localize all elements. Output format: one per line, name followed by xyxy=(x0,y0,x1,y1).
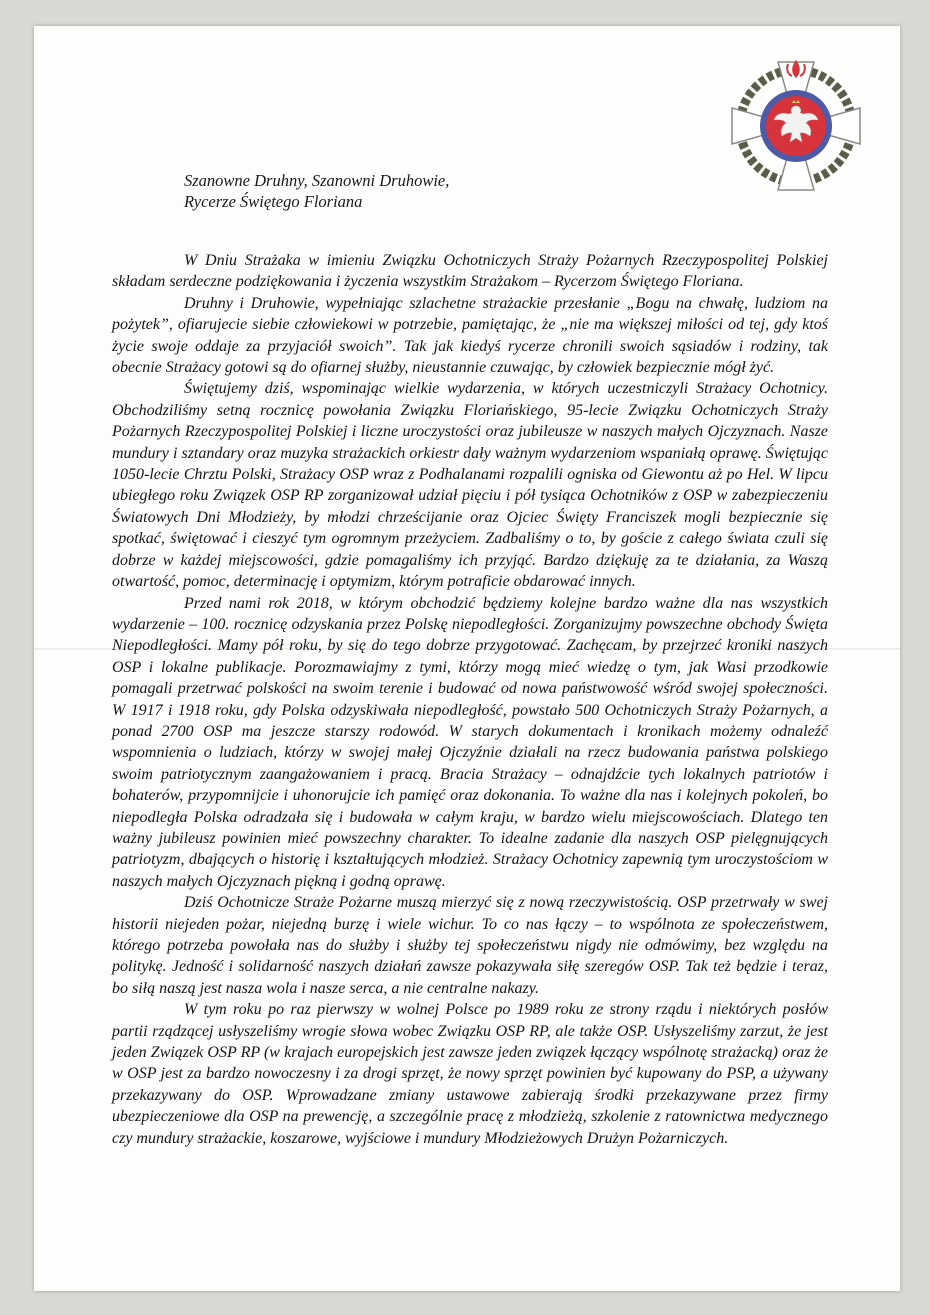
paragraph-2: Druhny i Druhowie, wypełniając szlachetne strażackie przesłanie „Bogu na chwałę, ludziom na pożytek”, ofiarujecie siebie człowiekowi w potrzebie, pamiętając, że „nie ma większej miłości od tej, gdy ktoś życie swoje oddaje za przyjaciół swoich”. Tak jak kiedyś rycerze chronili swoich sąsiadów i rodziny, tak obecnie Strażacy gotowi są do ofiarnej służby, nieustannie czuwając, by człowiek bezpiecznie mógł żyć. xyxy=(112,294,828,377)
fire-brigade-cross-emblem-icon xyxy=(726,56,866,196)
letter-body xyxy=(112,250,828,1149)
greeting-line-2: Rycerze Świętego Floriana xyxy=(184,192,363,211)
paragraph-5: Dziś Ochotnicze Straże Pożarne muszą mierzyć się z nową rzeczywistością. OSP przetrwały w swej historii niejeden pożar, niejedną burzę i wiele wichur. To co nas łączy – to wspólnota ze społeczeństwem, którego potrzeba powołała nas do służby i służby tej społeczeństwu nigdy nie odmówimy, bez względu na politykę. Jedność i solidarność naszych działań zawsze pokazywała siłę szeregów OSP. Tak też będzie i teraz, bo siłą naszą jest nasza wola i nasze serca, a nie centralne nakazy. xyxy=(112,894,828,997)
paragraph-1: W Dniu Strażaka w imieniu Związku Ochotniczych Straży Pożarnych Rzeczypospolitej Polskiej składam serdeczne podziękowania i życzenia wszystkim Strażakom – Rycerzom Świętego Floriana. xyxy=(112,252,828,291)
greeting-line-1: Szanowne Druhny, Szanowni Druhowie, xyxy=(184,171,450,190)
paragraph-3: Świętujemy dziś, wspominając wielkie wydarzenia, w których uczestniczyli Strażacy Ochotnicy. Obchodziliśmy setną rocznicę powołania Związku Floriańskiego, 95-lecie Związku Ochotniczych Straży Pożarnych Rzeczypospolitej Polskiej i liczne uroczystości oraz jubileusze w naszych małych Ojczyznach. Nasze mundury i sztandary oraz muzyka strażackich orkiestr dały ważnym wydarzeniom wspaniałą oprawę. Świętując 1050-lecie Chrztu Polski, Strażacy OSP wraz z Podhalanami rozpalili ogniska od Giewontu aż po Hel. W lipcu ubiegłego roku Związek OSP RP zorganizował udział pięciu i pół tysiąca Ochotników z OSP w zabezpieczeniu Światowych Dni Młodzieży, by młodzi chrześcijanie oraz Ojciec Święty Franciszek mogli bezpiecznie się spotkać, świętować i cieszyć tym ogromnym przeżyciem. Zadbaliśmy o to, by goście z całego świata czuli się dobrze w każdej miejscowości, gdzie pomagaliśmy ich przyjąć. Bardzo dziękuję za te działania, za Waszą otwartość, pomoc, determinację i optymizm, którym potraficie obdarować innych. xyxy=(112,380,828,591)
letter-page xyxy=(34,26,900,1291)
greeting xyxy=(184,170,449,212)
paragraph-4: Przed nami rok 2018, w którym obchodzić będziemy kolejne bardzo ważne dla nas wszystkich wydarzenie – 100. rocznicę odzyskania przez Polskę niepodległości. Zorganizujmy powszechne obchody Święta Niepodległości. Mamy pół roku, by się do tego dobrze przygotować. Zachęcam, by przejrzeć kroniki naszych OSP i lokalne publikacje. Porozmawiajmy z tymi, którzy mogą mieć wiedzę o tym, jak Wasi przodkowie pomagali przetrwać polskości na swoim terenie i budować od nowa państwowość wśród swojej społeczności. W 1917 i 1918 roku, gdy Polska odzyskiwała niepodległość, powstało 500 Ochotniczych Straży Pożarnych, a ponad 2700 OSP ma jeszcze starszy rodowód. W starych dokumentach i kronikach możemy odnaleźć wspomnienia o ludziach, którzy w swojej małej Ojczyźnie działali na rzecz budowania państwa polskiego swoim patriotycznym zaangażowaniem i pracą. Bracia Strażacy – odnajdźcie tych lokalnych patriotów i bohaterów, przypomnijcie i uhonorujcie ich pamięć oraz dokonania. To ważne dla nas i kolejnych pokoleń, bo niepodległa Polska odradzała się i budowała w całym kraju, w bardzo wielu miejscowościach. Dlatego ten ważny jubileusz powinien mieć powszechny charakter. To idealne zadanie dla naszych OSP pielęgnujących patriotyzm, dbających o historię i kształtujących młodzież. Strażacy Ochotnicy zapewnią tym uroczystościom w naszych małych Ojczyznach piękną i godną oprawę. xyxy=(112,594,828,890)
paragraph-6: W tym roku po raz pierwszy w wolnej Polsce po 1989 roku ze strony rządu i niektórych posłów partii rządzącej usłyszeliśmy wrogie słowa wobec Związku OSP RP, ale także OSP. Usłyszeliśmy zarzut, że jest jeden Związek OSP RP (w krajach europejskich jest zawsze jeden związek łączący wspólnotę strażacką) oraz że w OSP jest za bardzo nowoczesny i za drogi sprzęt, że nowy sprzęt powinien być kupowany do PSP, a używany przekazywany do OSP. Wprowadzane zmiany ustawowe zabierają środki przekazywane przez firmy ubezpieczeniowe dla OSP na prewencję, a szczególnie pracę z młodzieżą, szkolenie z ratownictwa medycznego czy mundury strażackie, koszarowe, wyjściowe i mundury Młodzieżowych Drużyn Pożarniczych. xyxy=(112,1001,828,1147)
